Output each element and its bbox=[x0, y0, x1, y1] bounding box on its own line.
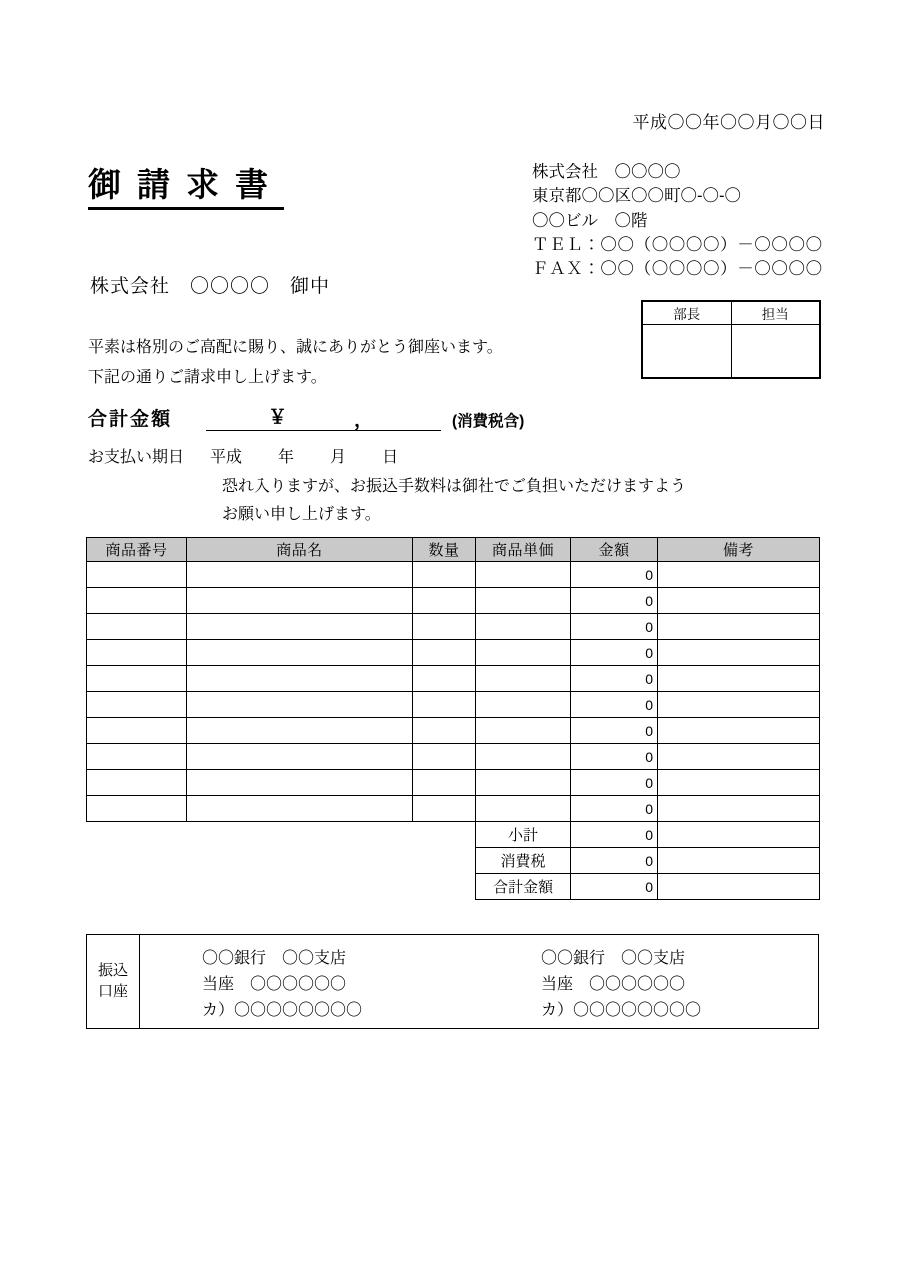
cell-item-name[interactable] bbox=[187, 744, 413, 770]
table-row[interactable] bbox=[87, 640, 820, 666]
payment-due-month-unit: 月 bbox=[330, 449, 347, 466]
tax-included-note: (消費税含) bbox=[452, 413, 525, 430]
bank-account-primary bbox=[140, 935, 479, 1028]
spacer-cell bbox=[187, 848, 413, 874]
payment-due-era: 平成 bbox=[210, 449, 243, 466]
bank-name-primary: 〇〇銀行 〇〇支店 bbox=[202, 950, 347, 967]
cell-quantity[interactable] bbox=[413, 562, 476, 588]
table-row[interactable] bbox=[87, 770, 820, 796]
table-row[interactable] bbox=[87, 796, 820, 822]
cell-remarks[interactable] bbox=[658, 562, 820, 588]
cell-unit-price[interactable] bbox=[476, 562, 571, 588]
stamp-staff-label: 担当 bbox=[731, 302, 820, 325]
payment-due-day-unit: 日 bbox=[382, 449, 399, 466]
stamp-manager-label: 部長 bbox=[643, 302, 732, 325]
greeting-line-1: 平素は格別のご高配に賜り、誠にありがとう御座います。 bbox=[88, 339, 503, 356]
approval-stamp-box bbox=[641, 300, 821, 379]
transfer-fee-note-line-2: お願い申し上げます。 bbox=[222, 506, 381, 524]
cell-quantity[interactable] bbox=[413, 666, 476, 692]
cell-remarks[interactable] bbox=[658, 692, 820, 718]
total-amount-line bbox=[88, 404, 524, 431]
total-amount-label: 合計金額 bbox=[88, 409, 173, 430]
greeting-line-2: 下記の通りご請求申し上げます。 bbox=[88, 368, 327, 386]
column-header-unit-price: 商品単価 bbox=[476, 538, 571, 562]
column-header-amount: 金額 bbox=[571, 538, 658, 562]
cell-item-no[interactable] bbox=[87, 640, 187, 666]
thousands-separator: ， bbox=[354, 410, 374, 431]
cell-remarks[interactable] bbox=[658, 718, 820, 744]
cell-amount[interactable]: 0 bbox=[571, 744, 658, 770]
issuer-address-line2: 〇〇ビル 〇階 bbox=[532, 211, 648, 230]
cell-quantity[interactable] bbox=[413, 614, 476, 640]
cell-amount[interactable]: 0 bbox=[571, 614, 658, 640]
cell-quantity[interactable] bbox=[413, 744, 476, 770]
column-header-quantity: 数量 bbox=[413, 538, 476, 562]
cell-item-name[interactable] bbox=[187, 562, 413, 588]
column-header-item-no: 商品番号 bbox=[87, 538, 187, 562]
total-amount-field[interactable] bbox=[206, 407, 441, 431]
items-table-body bbox=[87, 562, 820, 900]
cell-item-no[interactable] bbox=[87, 562, 187, 588]
summary-label-total: 合計金額 bbox=[476, 874, 571, 900]
payment-due-label: お支払い期日 bbox=[88, 449, 185, 466]
bank-label-line-2: 口座 bbox=[97, 982, 128, 1000]
table-row[interactable] bbox=[87, 614, 820, 640]
cell-remarks[interactable] bbox=[658, 614, 820, 640]
table-row[interactable] bbox=[87, 562, 820, 588]
transfer-fee-note bbox=[222, 473, 686, 530]
payment-due-line bbox=[88, 444, 398, 467]
cell-item-no[interactable] bbox=[87, 588, 187, 614]
bank-account-holder-primary: カ）〇〇〇〇〇〇〇〇 bbox=[202, 1001, 363, 1019]
summary-row-total bbox=[87, 874, 820, 900]
cell-item-name[interactable] bbox=[187, 796, 413, 822]
bank-account-holder-secondary: カ）〇〇〇〇〇〇〇〇 bbox=[541, 1001, 702, 1019]
cell-unit-price[interactable] bbox=[476, 614, 571, 640]
cell-item-name[interactable] bbox=[187, 640, 413, 666]
items-table bbox=[86, 537, 820, 900]
cell-quantity[interactable] bbox=[413, 796, 476, 822]
cell-item-no[interactable] bbox=[87, 770, 187, 796]
summary-row-subtotal bbox=[87, 822, 820, 848]
table-row[interactable] bbox=[87, 692, 820, 718]
cell-unit-price[interactable] bbox=[476, 796, 571, 822]
cell-item-name[interactable] bbox=[187, 718, 413, 744]
payment-due-year-unit: 年 bbox=[278, 449, 295, 466]
cell-item-no[interactable] bbox=[87, 796, 187, 822]
spacer-cell bbox=[413, 848, 476, 874]
spacer-cell bbox=[187, 874, 413, 900]
summary-remarks-tax bbox=[658, 848, 820, 874]
spacer-cell bbox=[87, 822, 187, 848]
bank-account-type-primary: 当座 〇〇〇〇〇〇 bbox=[202, 975, 347, 993]
spacer-cell bbox=[413, 874, 476, 900]
bank-account-secondary bbox=[479, 935, 818, 1028]
cell-amount[interactable]: 0 bbox=[571, 796, 658, 822]
summary-label-subtotal: 小計 bbox=[476, 822, 571, 848]
items-table-container bbox=[86, 537, 819, 900]
cell-remarks[interactable] bbox=[658, 770, 820, 796]
issue-date: 平成〇〇年〇〇月〇〇日 bbox=[632, 113, 825, 132]
page-title: 御請求書 bbox=[88, 168, 284, 210]
stamp-manager-field[interactable] bbox=[643, 325, 732, 378]
cell-remarks[interactable] bbox=[658, 666, 820, 692]
bank-account-type-secondary: 当座 〇〇〇〇〇〇 bbox=[541, 975, 686, 993]
bank-label-line-1: 振込 bbox=[97, 962, 128, 980]
cell-unit-price[interactable] bbox=[476, 744, 571, 770]
cell-amount[interactable]: 0 bbox=[571, 666, 658, 692]
recipient-name: 株式会社 〇〇〇〇 御中 bbox=[90, 276, 331, 297]
cell-unit-price[interactable] bbox=[476, 588, 571, 614]
cell-item-no[interactable] bbox=[87, 692, 187, 718]
yen-symbol: ￥ bbox=[268, 407, 288, 428]
cell-amount[interactable]: 0 bbox=[571, 562, 658, 588]
spacer-cell bbox=[187, 822, 413, 848]
issuer-fax: ＦＡＸ：〇〇（〇〇〇〇）－〇〇〇〇 bbox=[532, 260, 823, 278]
spacer-cell bbox=[413, 822, 476, 848]
cell-amount[interactable]: 0 bbox=[571, 692, 658, 718]
cell-quantity[interactable] bbox=[413, 640, 476, 666]
cell-quantity[interactable] bbox=[413, 770, 476, 796]
cell-unit-price[interactable] bbox=[476, 640, 571, 666]
stamp-staff-field[interactable] bbox=[731, 325, 820, 378]
issuer-address-line1: 東京都〇〇区〇〇町〇-〇-〇 bbox=[532, 187, 741, 206]
table-row[interactable] bbox=[87, 718, 820, 744]
cell-item-no[interactable] bbox=[87, 744, 187, 770]
issuer-info bbox=[532, 160, 823, 281]
cell-item-no[interactable] bbox=[87, 718, 187, 744]
cell-amount[interactable]: 0 bbox=[571, 718, 658, 744]
cell-remarks[interactable] bbox=[658, 640, 820, 666]
issuer-tel: ＴＥＬ：〇〇（〇〇〇〇）－〇〇〇〇 bbox=[532, 235, 823, 254]
summary-row-tax bbox=[87, 848, 820, 874]
cell-quantity[interactable] bbox=[413, 588, 476, 614]
items-table-header-row bbox=[87, 538, 820, 562]
spacer-cell bbox=[87, 874, 187, 900]
bank-account-label bbox=[87, 935, 140, 1028]
column-header-item-name: 商品名 bbox=[187, 538, 413, 562]
cell-unit-price[interactable] bbox=[476, 692, 571, 718]
cell-remarks[interactable] bbox=[658, 796, 820, 822]
cell-quantity[interactable] bbox=[413, 718, 476, 744]
summary-label-tax: 消費税 bbox=[476, 848, 571, 874]
cell-unit-price[interactable] bbox=[476, 770, 571, 796]
cell-remarks[interactable] bbox=[658, 588, 820, 614]
cell-item-name[interactable] bbox=[187, 614, 413, 640]
cell-unit-price[interactable] bbox=[476, 718, 571, 744]
cell-item-no[interactable] bbox=[87, 614, 187, 640]
summary-amount-total: 0 bbox=[571, 874, 658, 900]
cell-quantity[interactable] bbox=[413, 692, 476, 718]
cell-amount[interactable]: 0 bbox=[571, 770, 658, 796]
cell-amount[interactable]: 0 bbox=[571, 640, 658, 666]
greeting-text bbox=[88, 333, 503, 392]
table-row[interactable] bbox=[87, 588, 820, 614]
bank-account-box bbox=[86, 934, 819, 1029]
cell-unit-price[interactable] bbox=[476, 666, 571, 692]
cell-item-name[interactable] bbox=[187, 770, 413, 796]
table-row[interactable] bbox=[87, 666, 820, 692]
issuer-company: 株式会社 〇〇〇〇 bbox=[532, 163, 681, 181]
cell-item-name[interactable] bbox=[187, 588, 413, 614]
table-row[interactable] bbox=[87, 744, 820, 770]
column-header-remarks: 備考 bbox=[658, 538, 820, 562]
spacer-cell bbox=[87, 848, 187, 874]
cell-item-no[interactable] bbox=[87, 666, 187, 692]
cell-item-name[interactable] bbox=[187, 692, 413, 718]
bank-account-columns bbox=[140, 935, 818, 1028]
summary-amount-tax: 0 bbox=[571, 848, 658, 874]
summary-remarks-total bbox=[658, 874, 820, 900]
transfer-fee-note-line-1: 恐れ入りますが、お振込手数料は御社でご負担いただけますよう bbox=[222, 478, 687, 495]
cell-remarks[interactable] bbox=[658, 744, 820, 770]
summary-amount-subtotal: 0 bbox=[571, 822, 658, 848]
cell-item-name[interactable] bbox=[187, 666, 413, 692]
cell-amount[interactable]: 0 bbox=[571, 588, 658, 614]
bank-name-secondary: 〇〇銀行 〇〇支店 bbox=[541, 950, 686, 967]
summary-remarks-subtotal bbox=[658, 822, 820, 848]
